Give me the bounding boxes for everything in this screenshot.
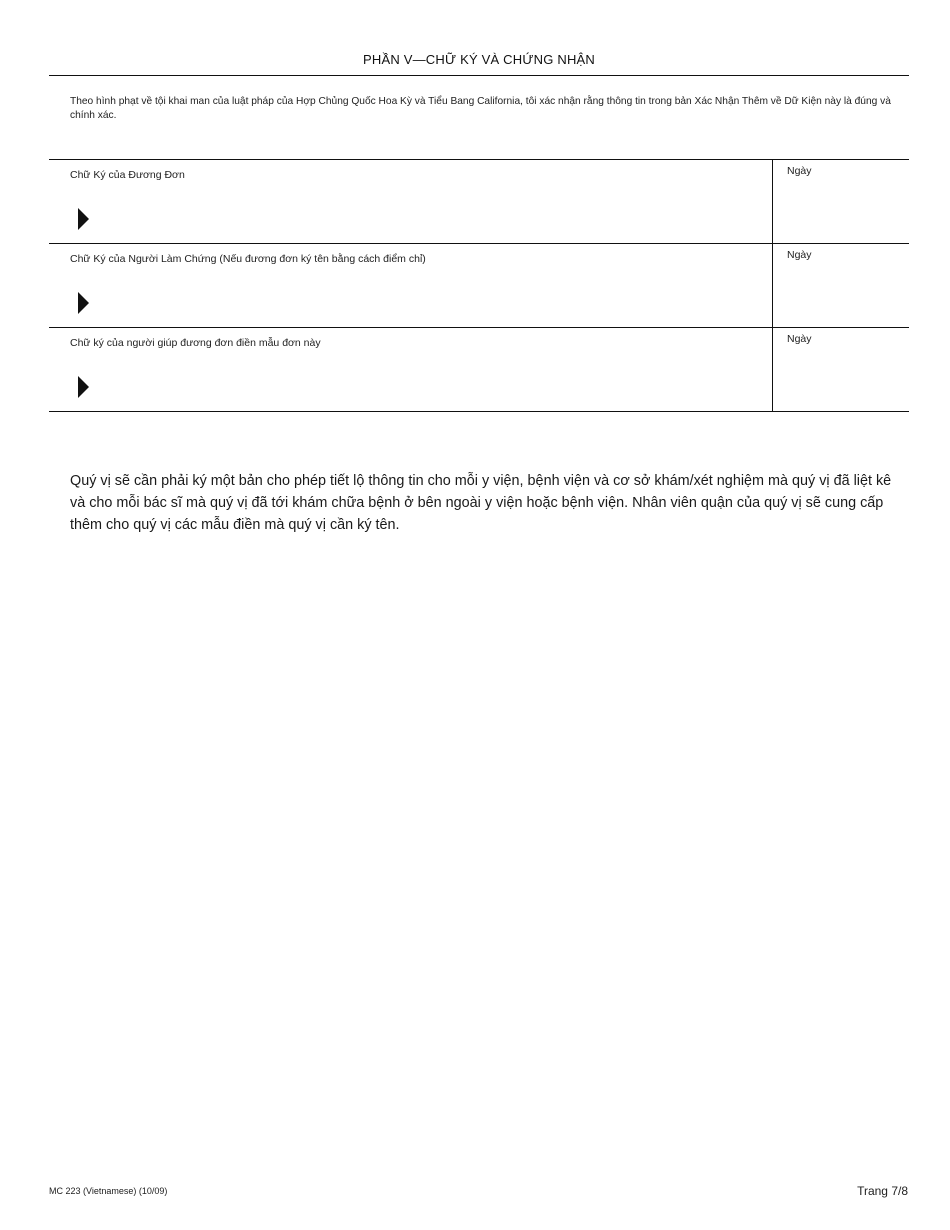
helper-signature-field[interactable]: [49, 328, 773, 411]
applicant-signature-label: Chữ Ký của Đương Đơn: [70, 169, 185, 181]
form-identifier: MC 223 (Vietnamese) (10/09): [49, 1186, 168, 1196]
signature-row-helper: [49, 328, 909, 411]
page-number: Trang 7/8: [857, 1184, 908, 1198]
signature-row-applicant: [49, 160, 909, 244]
sign-here-arrow-icon: [78, 376, 89, 398]
section-title: PHẦN V—CHỮ KÝ VÀ CHỨNG NHẬN: [362, 52, 596, 67]
witness-date-field[interactable]: [774, 244, 909, 327]
witness-signature-label: Chữ Ký của Người Làm Chứng (Nếu đương đơn ký tên bằng cách điểm chỉ): [70, 253, 426, 265]
signature-row-witness: [49, 244, 909, 328]
sign-here-arrow-icon: [78, 208, 89, 230]
signature-table: [49, 159, 909, 412]
date-label: Ngày: [787, 165, 812, 177]
sign-here-arrow-icon: [78, 292, 89, 314]
attestation-text: Theo hình phạt về tội khai man của luật pháp của Hợp Chủng Quốc Hoa Kỳ và Tiểu Bang California, tôi xác nhận rằng thông tin trong bản Xác Nhận Thêm về Dữ Kiện này là đúng và chính xác.: [70, 96, 891, 121]
date-label: Ngày: [787, 333, 812, 345]
section-title-rule: [49, 75, 909, 76]
helper-signature-label: Chữ ký của người giúp đương đơn điền mẫu đơn này: [70, 337, 321, 349]
applicant-signature-field[interactable]: [49, 160, 773, 243]
date-label: Ngày: [787, 249, 812, 261]
helper-date-field[interactable]: [774, 328, 909, 411]
release-notice: Quý vị sẽ cần phải ký một bản cho phép tiết lộ thông tin cho mỗi y viện, bệnh viện và cơ sở khám/xét nghiệm mà quý vị đã liệt kê và cho mỗi bác sĩ mà quý vị đã tới khám chữa bệnh ở bên ngoài y viện hoặc bệnh viện. Nhân viên quận của quý vị sẽ cung cấp thêm cho quý vị các mẫu điền mà quý vị cần ký tên.: [70, 473, 892, 533]
witness-signature-field[interactable]: [49, 244, 773, 327]
applicant-date-field[interactable]: [774, 160, 909, 243]
